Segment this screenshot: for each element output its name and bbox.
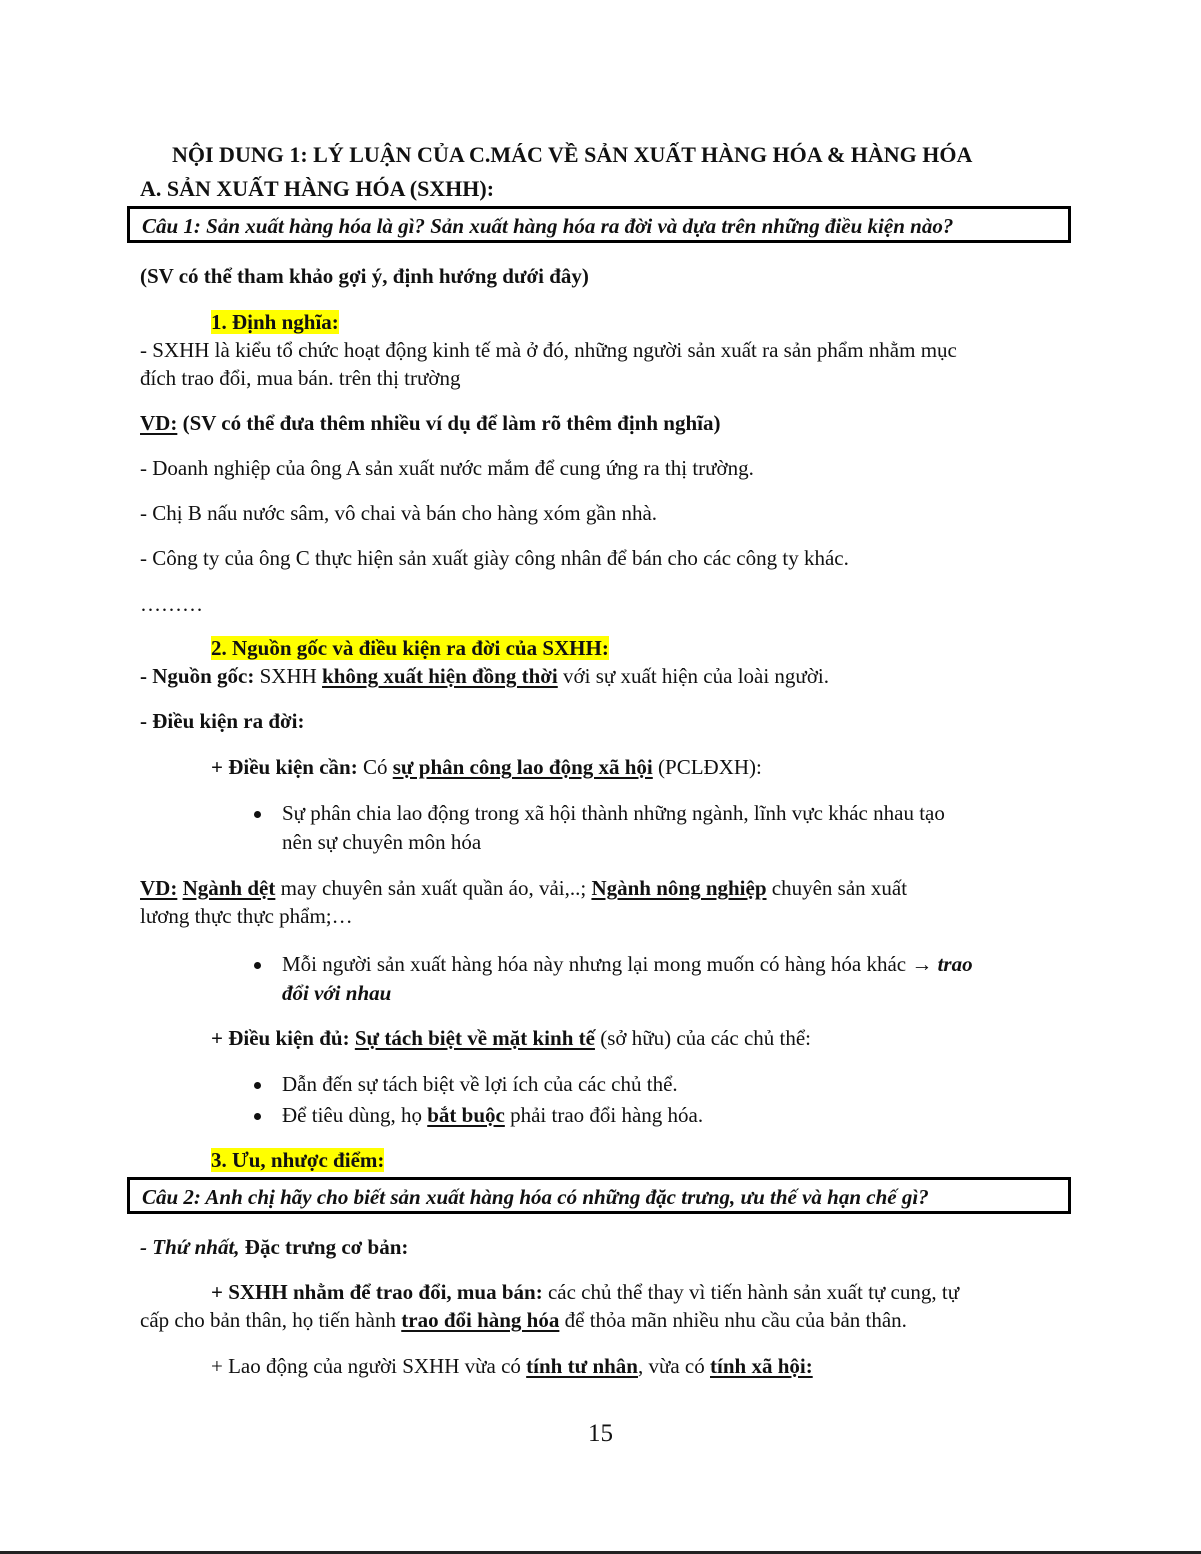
page-number: 15 <box>588 1420 613 1447</box>
origin-line: - Nguồn gốc: SXHH không xuất hiện đồng thời với sự xuất hiện của loài người. <box>140 664 830 688</box>
hint-text: (SV có thể tham khảo gợi ý, định hướng dưới đây) <box>140 264 589 288</box>
subheading-origin: 2. Nguồn gốc và điều kiện ra đời của SXHH: <box>211 636 609 660</box>
first-feature-heading: - Thứ nhất, Đặc trưng cơ bản: <box>140 1235 409 1259</box>
ellipsis: ……… <box>140 592 203 616</box>
bullet-1-line-2: nên sự chuyên môn hóa <box>282 830 482 854</box>
section-heading: A. SẢN XUẤT HÀNG HÓA (SXHH): <box>140 176 495 201</box>
example-2: - Chị B nấu nước sâm, vô chai và bán cho hàng xóm gần nhà. <box>140 501 658 525</box>
bullet-3: Dẫn đến sự tách biệt về lợi ích của các chủ thể. <box>282 1072 678 1096</box>
definition-line-2: đích trao đổi, mua bán. trên thị trường <box>140 366 461 390</box>
bullet-marker <box>254 962 261 969</box>
bullet-marker <box>254 811 261 818</box>
question-2-box <box>127 1177 1071 1214</box>
example-3: - Công ty của ông C thực hiện sản xuất giày công nhân để bán cho các công ty khác. <box>140 546 849 570</box>
bullet-4: Để tiêu dùng, họ bắt buộc phải trao đổi hàng hóa. <box>282 1103 704 1127</box>
subheading-pros-cons: 3. Ưu, nhược điểm: <box>211 1148 385 1172</box>
bullet-marker <box>254 1082 261 1089</box>
necessary-condition: + Điều kiện cần: Có sự phân công lao động xã hội (PCLĐXH): <box>211 755 762 779</box>
example-sectors-line-2: lương thực thực phẩm;… <box>140 904 353 928</box>
question-1-box <box>127 206 1071 243</box>
question-2-text: Câu 2: Anh chị hãy cho biết sản xuất hàng hóa có những đặc trưng, ưu thế và hạn chế gì? <box>142 1185 929 1209</box>
paragraph-1-line-1: + SXHH nhằm để trao đổi, mua bán: các chủ thể thay vì tiến hành sản xuất tự cung, tự <box>211 1280 960 1304</box>
bullet-marker <box>254 1113 261 1120</box>
bullet-2-line-1: Mỗi người sản xuất hàng hóa này nhưng lại mong muốn có hàng hóa khác → trao <box>282 952 973 976</box>
paragraph-1-line-2: cấp cho bản thân, họ tiến hành trao đổi hàng hóa để thỏa mãn nhiều nhu cầu của bản thân. <box>140 1308 907 1332</box>
example-heading: VD: (SV có thể đưa thêm nhiều ví dụ để làm rõ thêm định nghĩa) <box>140 411 721 435</box>
question-1-text: Câu 1: Sản xuất hàng hóa là gì? Sản xuất hàng hóa ra đời và dựa trên những điều kiện nào? <box>142 214 954 238</box>
sufficient-condition: + Điều kiện đủ: Sự tách biệt về mặt kinh tế (sở hữu) của các chủ thể: <box>211 1026 812 1050</box>
example-sectors: VD: Ngành dệt may chuyên sản xuất quần áo, vải,..; Ngành nông nghiệp chuyên sản xuất <box>140 876 908 900</box>
bullet-2-line-2: đổi với nhau <box>282 981 392 1005</box>
paragraph-2: + Lao động của người SXHH vừa có tính tư nhân, vừa có tính xã hội: <box>211 1354 813 1378</box>
example-1: - Doanh nghiệp của ông A sản xuất nước mắm để cung ứng ra thị trường. <box>140 456 754 480</box>
page-title: NỘI DUNG 1: LÝ LUẬN CỦA C.MÁC VỀ SẢN XUẤT HÀNG HÓA & HÀNG HÓA <box>172 142 973 167</box>
subheading-definition: 1. Định nghĩa: <box>211 310 339 334</box>
bullet-1-line-1: Sự phân chia lao động trong xã hội thành những ngành, lĩnh vực khác nhau tạo <box>282 801 945 825</box>
definition-line-1: - SXHH là kiểu tổ chức hoạt động kinh tế mà ở đó, những người sản xuất ra sản phẩm nhằm mục <box>140 338 957 362</box>
conditions-heading: - Điều kiện ra đời: <box>140 709 305 733</box>
